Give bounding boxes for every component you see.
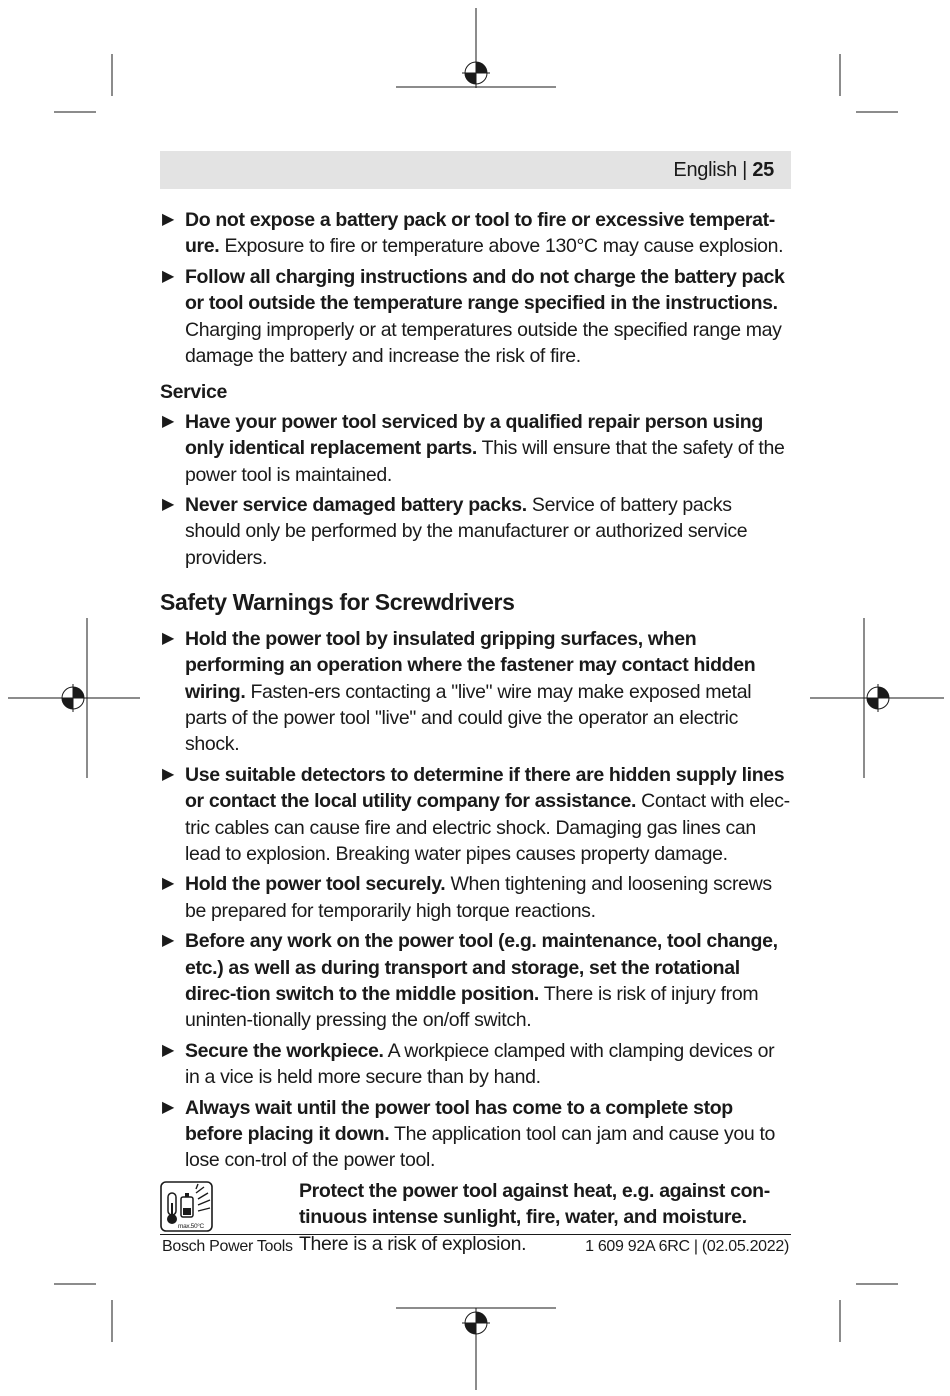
warning-text: Contact with elec-tric cables can cause fire and electric shock. Damaging gas lines can lead to explosion. Breaking water pipes causes property damage.	[185, 790, 790, 865]
warning-item	[160, 626, 792, 758]
bullet-triangle-icon: ▶	[162, 1041, 174, 1059]
warning-item	[160, 409, 792, 488]
footer-brand: Bosch Power Tools	[162, 1238, 293, 1255]
warning-bold: Hold the power tool by insulated gripping surfaces, when performing an operation where the fastener may contact hidden wiring.	[185, 627, 756, 703]
heat-protection-icon	[160, 1181, 214, 1233]
warning-text: There is risk of injury from uninten-tionally pressing the on/off switch.	[185, 982, 759, 1032]
warning-bold: Always wait until the power tool has come to a complete stop before placing it down.	[185, 1096, 733, 1145]
warning-bold: Hold the power tool securely.	[185, 873, 446, 896]
warning-bold: Protect the power tool against heat, e.g. against con-tinuous intense sunlight, fire, water, and moisture.	[299, 1179, 770, 1229]
bullet-triangle-icon: ▶	[162, 875, 174, 893]
bullet-triangle-icon: ▶	[162, 629, 174, 647]
bullet-triangle-icon: ▶	[162, 765, 174, 783]
page-number: 25	[752, 159, 774, 181]
bullet-triangle-icon: ▶	[162, 932, 174, 950]
page-header	[160, 151, 791, 189]
warning-text: Exposure to fire or temperature above 130°C may cause explosion.	[219, 235, 784, 258]
warning-bold: Never service damaged battery packs.	[185, 494, 527, 517]
warning-item	[160, 492, 792, 571]
warning-bold: Use suitable detectors to determine if there are hidden supply lines or contact the local utility company for assistance.	[185, 763, 785, 813]
warning-text: Fasten-ers contacting a "live" wire may make exposed metal parts of the power tool "live" and could give the operator an electric shock.	[185, 680, 752, 756]
warning-item	[160, 264, 792, 370]
bullet-triangle-icon: ▶	[162, 1098, 174, 1116]
bullet-triangle-icon: ▶	[162, 211, 174, 228]
warning-item	[160, 762, 792, 868]
header-text	[673, 159, 774, 182]
warning-bold: Have your power tool serviced by a qualified repair person using only identical replacement parts.	[185, 410, 763, 460]
footer-doc-id: 1 609 92A 6RC | (02.05.2022)	[585, 1238, 789, 1255]
section-heading: Safety Warnings for Screwdrivers	[160, 589, 515, 616]
warning-text: Charging improperly or at temperatures outside the specified range may damage the battery and increase the risk of fire.	[185, 318, 782, 368]
icon-label: max.50°C	[178, 1222, 204, 1230]
warning-bold: Follow all charging instructions and do not charge the battery pack or tool outside the temperature range specified in the instructions.	[185, 265, 785, 315]
warning-text: This will ensure that the safety of the power tool is maintained.	[185, 437, 785, 486]
warning-bold: Secure the workpiece.	[185, 1039, 384, 1062]
warning-item	[160, 1095, 792, 1174]
page-content	[160, 207, 792, 1257]
warning-text: A workpiece clamped with clamping devices or in a vice is held more secure than by hand.	[185, 1039, 775, 1089]
warning-text: The application tool can jam and cause you to lose con-trol of the power tool.	[185, 1123, 776, 1172]
warning-item	[160, 207, 792, 260]
warning-text: Service of battery packs should only be performed by the manufacturer or authorized service providers.	[185, 494, 748, 569]
footer-rule	[160, 1234, 791, 1235]
warning-item	[160, 1038, 792, 1091]
warning-text: When tightening and loosening screws be prepared for temporarily high torque reactions.	[185, 873, 772, 922]
bullet-triangle-icon: ▶	[162, 412, 174, 430]
warning-text: There is a risk of explosion.	[299, 1232, 527, 1255]
warning-item	[160, 928, 792, 1034]
bullet-triangle-icon: ▶	[162, 267, 174, 285]
header-separator: |	[742, 159, 748, 181]
warning-bold: Before any work on the power tool (e.g. maintenance, tool change, etc.) as well as during transport and storage, set the rotational direc-tion switch to the middle position.	[185, 930, 778, 1005]
bullet-triangle-icon: ▶	[162, 496, 174, 514]
service-heading: Service	[160, 381, 227, 404]
warning-bold: Do not expose a battery pack or tool to fire or excessive temperat-ure.	[185, 209, 775, 258]
warning-item	[160, 871, 792, 924]
header-language: English	[673, 159, 737, 181]
